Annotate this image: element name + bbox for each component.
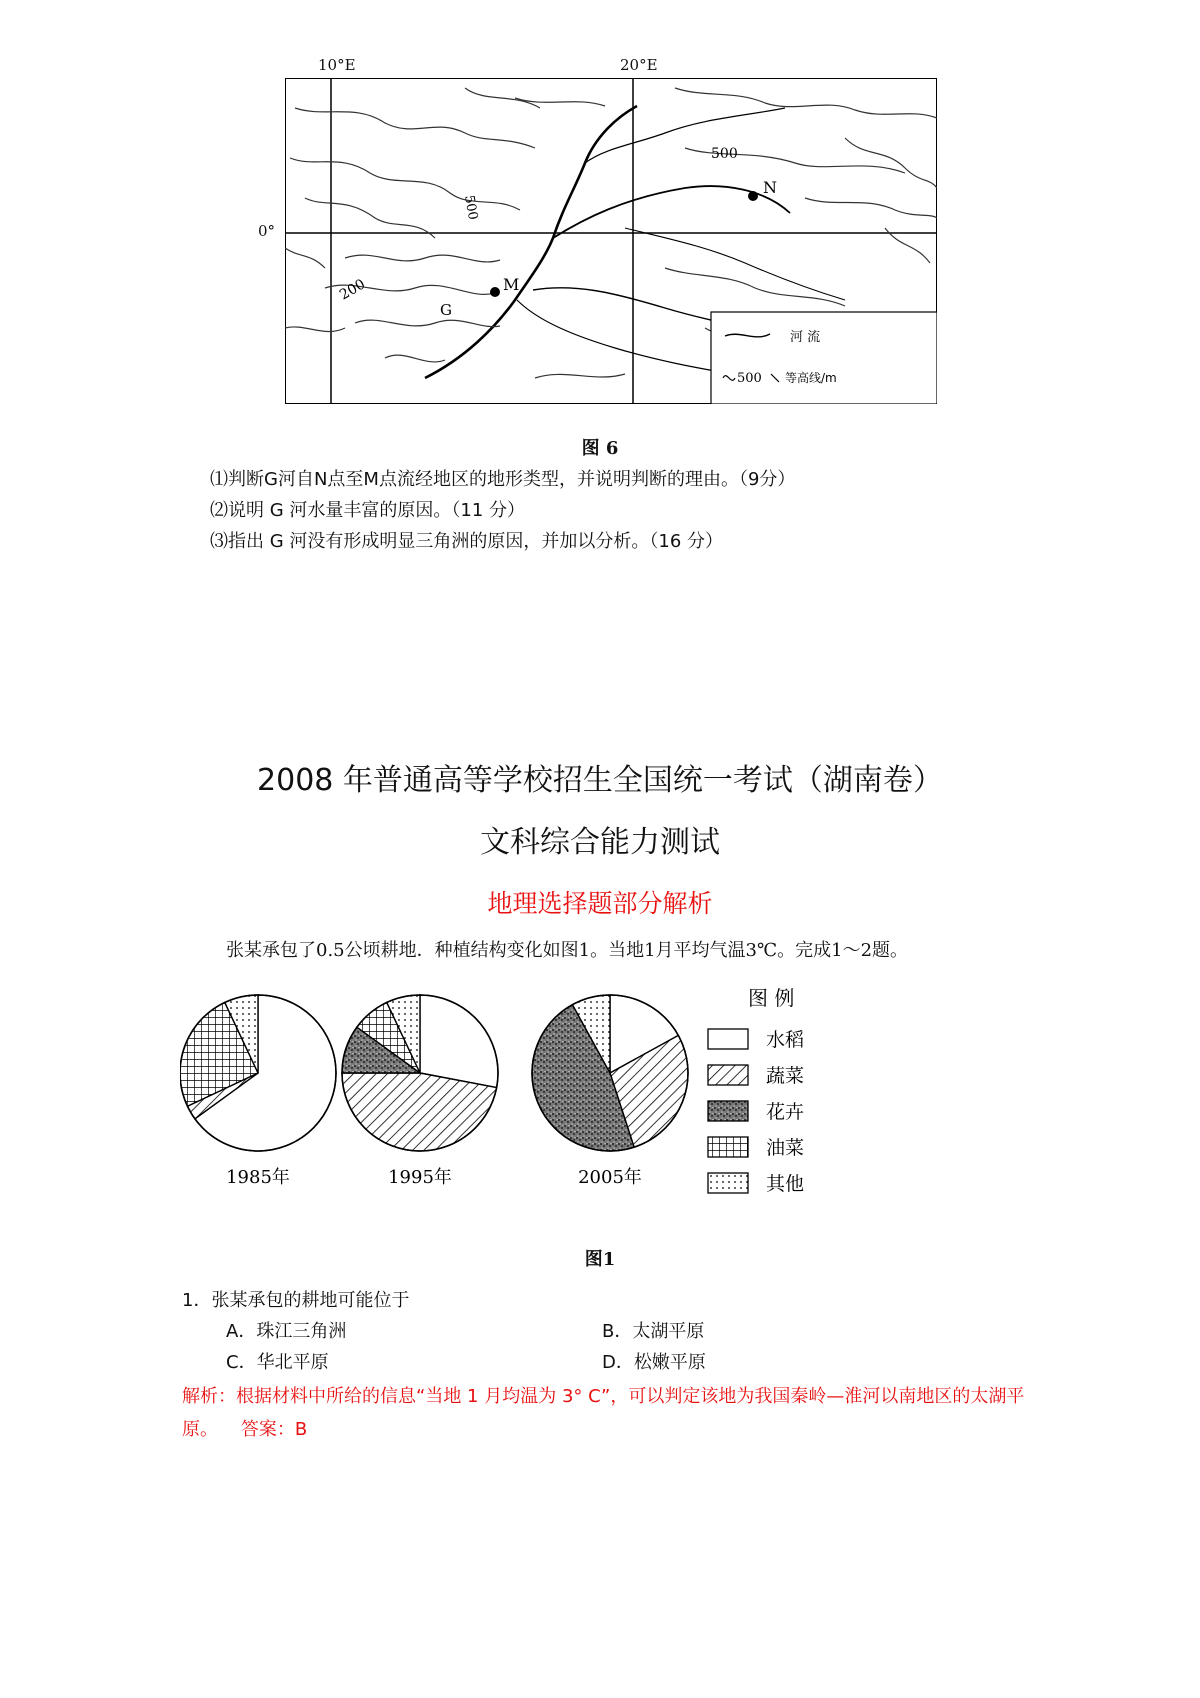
point-m-marker: [490, 287, 500, 297]
contour-label-500-east: 500: [711, 146, 738, 162]
option-c: C．华北平原: [226, 1352, 329, 1373]
option-b: B．太湖平原: [602, 1321, 705, 1342]
pie-chart-figure: [180, 975, 900, 1210]
pie-2: [532, 995, 688, 1188]
legend-label-3: 油菜: [766, 1137, 805, 1159]
analysis-block: [182, 1380, 1042, 1446]
point-m-label: M: [503, 275, 520, 294]
legend-label-2: 花卉: [766, 1101, 805, 1123]
option-a: A．珠江三角洲: [226, 1321, 347, 1342]
legend-contour-label: 等高线/m: [785, 371, 837, 385]
lat-label-equator: 0°: [258, 222, 276, 240]
option-d: D．松嫩平原: [602, 1352, 706, 1373]
pie-caption: 图1: [584, 1249, 616, 1270]
legend-contour-value: 500: [737, 371, 762, 386]
question-2: ⑵说明 G 河水量丰富的原因。（11 分）: [210, 500, 526, 521]
question-1: ⑴判断G河自N点至M点流经地区的地形类型，并说明判断的理由。（9分）: [210, 469, 796, 490]
point-n-label: N: [763, 178, 777, 197]
legend-label-0: 水稻: [766, 1029, 805, 1051]
pie-slice-1-0: [420, 995, 498, 1088]
contour-label-500-west: 500: [461, 194, 481, 222]
map-figure: [285, 78, 937, 404]
point-g-label: G: [440, 301, 452, 319]
pie-group: [180, 995, 688, 1188]
legend-swatch-4: [708, 1173, 748, 1193]
legend-swatch-3: [708, 1137, 748, 1157]
pie-year-label-0: 1985年: [226, 1167, 290, 1188]
analysis-answer: 答案：B: [240, 1419, 308, 1440]
exam-title: 2008 年普通高等学校招生全国统一考试（湖南卷）: [257, 763, 943, 798]
legend-swatch-2: [708, 1101, 748, 1121]
exam-subtitle: 文科综合能力测试: [480, 825, 720, 860]
pie-year-label-1: 1995年: [388, 1167, 452, 1188]
map-legend-box: [711, 312, 937, 404]
section-title: 地理选择题部分解析: [487, 889, 713, 918]
question-3: ⑶指出 G 河没有形成明显三角洲的原因，并加以分析。（16 分）: [210, 531, 724, 552]
question-1-stem: 1．张某承包的耕地可能位于: [182, 1290, 410, 1311]
map-caption: 图 6: [581, 438, 619, 459]
point-n-marker: [748, 191, 758, 201]
intro-text: 张某承包了0.5公顷耕地．种植结构变化如图1。当地1月平均气温3℃。完成1～2题。: [226, 940, 909, 961]
pie-legend: [708, 986, 804, 1195]
lon-label-10e: 10°E: [318, 56, 356, 74]
pie-year-label-2: 2005年: [578, 1167, 642, 1188]
legend-swatch-0: [708, 1029, 748, 1049]
legend-label-1: 蔬菜: [766, 1065, 805, 1087]
legend-swatch-1: [708, 1065, 748, 1085]
contour-label-200: 200: [337, 276, 369, 304]
legend-label-4: 其他: [766, 1173, 805, 1195]
pie-slice-1-1: [342, 1073, 497, 1151]
lon-label-20e: 20°E: [620, 56, 658, 74]
pie-0: [180, 995, 336, 1188]
question-list: [210, 464, 795, 557]
pie-1: [342, 995, 498, 1188]
analysis-text: 解析：根据材料中所给的信息“当地 1 月均温为 3° C”，可以判定该地为我国秦岭—淮河以南地区的太湖平原。: [182, 1386, 1025, 1440]
legend-title: 图 例: [748, 986, 795, 1010]
legend-river-label: 河 流: [790, 330, 821, 345]
